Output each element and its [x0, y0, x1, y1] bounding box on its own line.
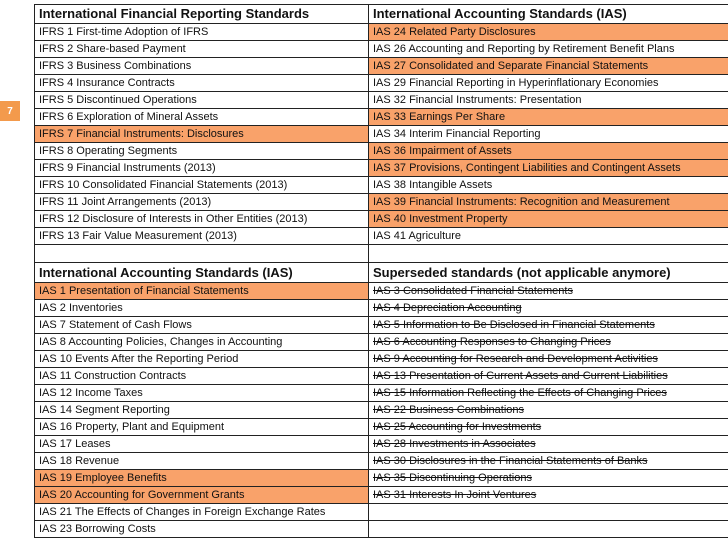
column-header: International Accounting Standards (IAS) [35, 263, 369, 283]
table-row [35, 160, 728, 177]
table-cell: IFRS 3 Business Combinations [35, 58, 369, 75]
table-cell: IFRS 5 Discontinued Operations [35, 92, 369, 109]
table-row [35, 75, 728, 92]
table-cell: IAS 32 Financial Instruments: Presentation [369, 92, 728, 109]
table-row [35, 143, 728, 160]
table-cell: IAS 31 Interests In Joint Ventures [369, 487, 728, 504]
table-cell: IAS 8 Accounting Policies, Changes in Accounting [35, 334, 369, 351]
column-header: Superseded standards (not applicable anymore) [369, 263, 728, 283]
table-row [35, 126, 728, 143]
table-row [35, 211, 728, 228]
table-cell: IAS 5 Information to Be Disclosed in Financial Statements [369, 317, 728, 334]
table-cell: IFRS 11 Joint Arrangements (2013) [35, 194, 369, 211]
table-row [35, 470, 728, 487]
table-cell: IFRS 13 Fair Value Measurement (2013) [35, 228, 369, 245]
table-cell: IAS 35 Discontinuing Operations [369, 470, 728, 487]
table-cell: IAS 40 Investment Property [369, 211, 728, 228]
table-cell: IAS 19 Employee Benefits [35, 470, 369, 487]
header-row [35, 263, 728, 283]
table-row [35, 194, 728, 211]
table-cell: IAS 36 Impairment of Assets [369, 143, 728, 160]
table-row [35, 109, 728, 126]
table-row [35, 436, 728, 453]
column-header: International Accounting Standards (IAS) [369, 5, 728, 24]
table-cell: IFRS 8 Operating Segments [35, 143, 369, 160]
table-row [35, 177, 728, 194]
table-cell: IAS 12 Income Taxes [35, 385, 369, 402]
table-cell: IAS 9 Accounting for Research and Development Activities [369, 351, 728, 368]
table-cell: IAS 3 Consolidated Financial Statements [369, 283, 728, 300]
table-row [35, 317, 728, 334]
header-row [35, 5, 728, 24]
table-cell: IAS 15 Information Reflecting the Effects of Changing Prices [369, 385, 728, 402]
table-cell: IAS 14 Segment Reporting [35, 402, 369, 419]
table-row [35, 24, 728, 41]
table-cell: IAS 22 Business Combinations [369, 402, 728, 419]
table-cell: IFRS 10 Consolidated Financial Statements (2013) [35, 177, 369, 194]
empty-cell [369, 245, 728, 263]
table-row [35, 521, 728, 538]
table-row [35, 283, 728, 300]
table-cell [369, 504, 728, 521]
table-cell: IAS 25 Accounting for Investments [369, 419, 728, 436]
table-cell: IAS 1 Presentation of Financial Statements [35, 283, 369, 300]
table-row [35, 368, 728, 385]
table-cell: IAS 18 Revenue [35, 453, 369, 470]
table-row [35, 385, 728, 402]
table-cell: IFRS 4 Insurance Contracts [35, 75, 369, 92]
table-cell: IFRS 1 First-time Adoption of IFRS [35, 24, 369, 41]
table-cell: IAS 4 Depreciation Accounting [369, 300, 728, 317]
table-cell: IFRS 7 Financial Instruments: Disclosures [35, 126, 369, 143]
column-header: International Financial Reporting Standards [35, 5, 369, 24]
table-row [35, 419, 728, 436]
table-cell: IAS 27 Consolidated and Separate Financial Statements [369, 58, 728, 75]
table-cell: IAS 6 Accounting Responses to Changing Prices [369, 334, 728, 351]
table-cell: IAS 26 Accounting and Reporting by Retirement Benefit Plans [369, 41, 728, 58]
table-row [35, 334, 728, 351]
table-cell: IAS 39 Financial Instruments: Recognition and Measurement [369, 194, 728, 211]
table-row [35, 351, 728, 368]
table-row [35, 41, 728, 58]
table-cell: IAS 28 Investments in Associates [369, 436, 728, 453]
table-cell: IAS 41 Agriculture [369, 228, 728, 245]
table-cell: IAS 23 Borrowing Costs [35, 521, 369, 538]
table-cell: IAS 33 Earnings Per Share [369, 109, 728, 126]
empty-cell [35, 245, 369, 263]
table-cell: IAS 2 Inventories [35, 300, 369, 317]
spacer-row [35, 245, 728, 263]
table-cell: IAS 13 Presentation of Current Assets and Current Liabilities [369, 368, 728, 385]
table-row [35, 504, 728, 521]
table-cell: IAS 37 Provisions, Contingent Liabilities and Contingent Assets [369, 160, 728, 177]
table-cell: IAS 29 Financial Reporting in Hyperinflationary Economies [369, 75, 728, 92]
table-cell: IAS 21 The Effects of Changes in Foreign Exchange Rates [35, 504, 369, 521]
table-cell: IAS 16 Property, Plant and Equipment [35, 419, 369, 436]
table-cell: IFRS 6 Exploration of Mineral Assets [35, 109, 369, 126]
table-row [35, 228, 728, 245]
table-cell [369, 521, 728, 538]
table-row [35, 402, 728, 419]
table-cell: IAS 38 Intangible Assets [369, 177, 728, 194]
table-cell: IFRS 2 Share-based Payment [35, 41, 369, 58]
standards-table [34, 4, 728, 538]
table-row [35, 92, 728, 109]
table-row [35, 453, 728, 470]
table-row [35, 58, 728, 75]
table-row [35, 487, 728, 504]
table-cell: IAS 34 Interim Financial Reporting [369, 126, 728, 143]
table-cell: IAS 7 Statement of Cash Flows [35, 317, 369, 334]
table-cell: IAS 24 Related Party Disclosures [369, 24, 728, 41]
table-cell: IAS 20 Accounting for Government Grants [35, 487, 369, 504]
slide-number-badge: 7 [0, 101, 20, 121]
table-cell: IAS 17 Leases [35, 436, 369, 453]
table-row [35, 300, 728, 317]
table-cell: IFRS 12 Disclosure of Interests in Other Entities (2013) [35, 211, 369, 228]
table-cell: IAS 30 Disclosures in the Financial Statements of Banks [369, 453, 728, 470]
table-cell: IFRS 9 Financial Instruments (2013) [35, 160, 369, 177]
table-cell: IAS 10 Events After the Reporting Period [35, 351, 369, 368]
table-cell: IAS 11 Construction Contracts [35, 368, 369, 385]
